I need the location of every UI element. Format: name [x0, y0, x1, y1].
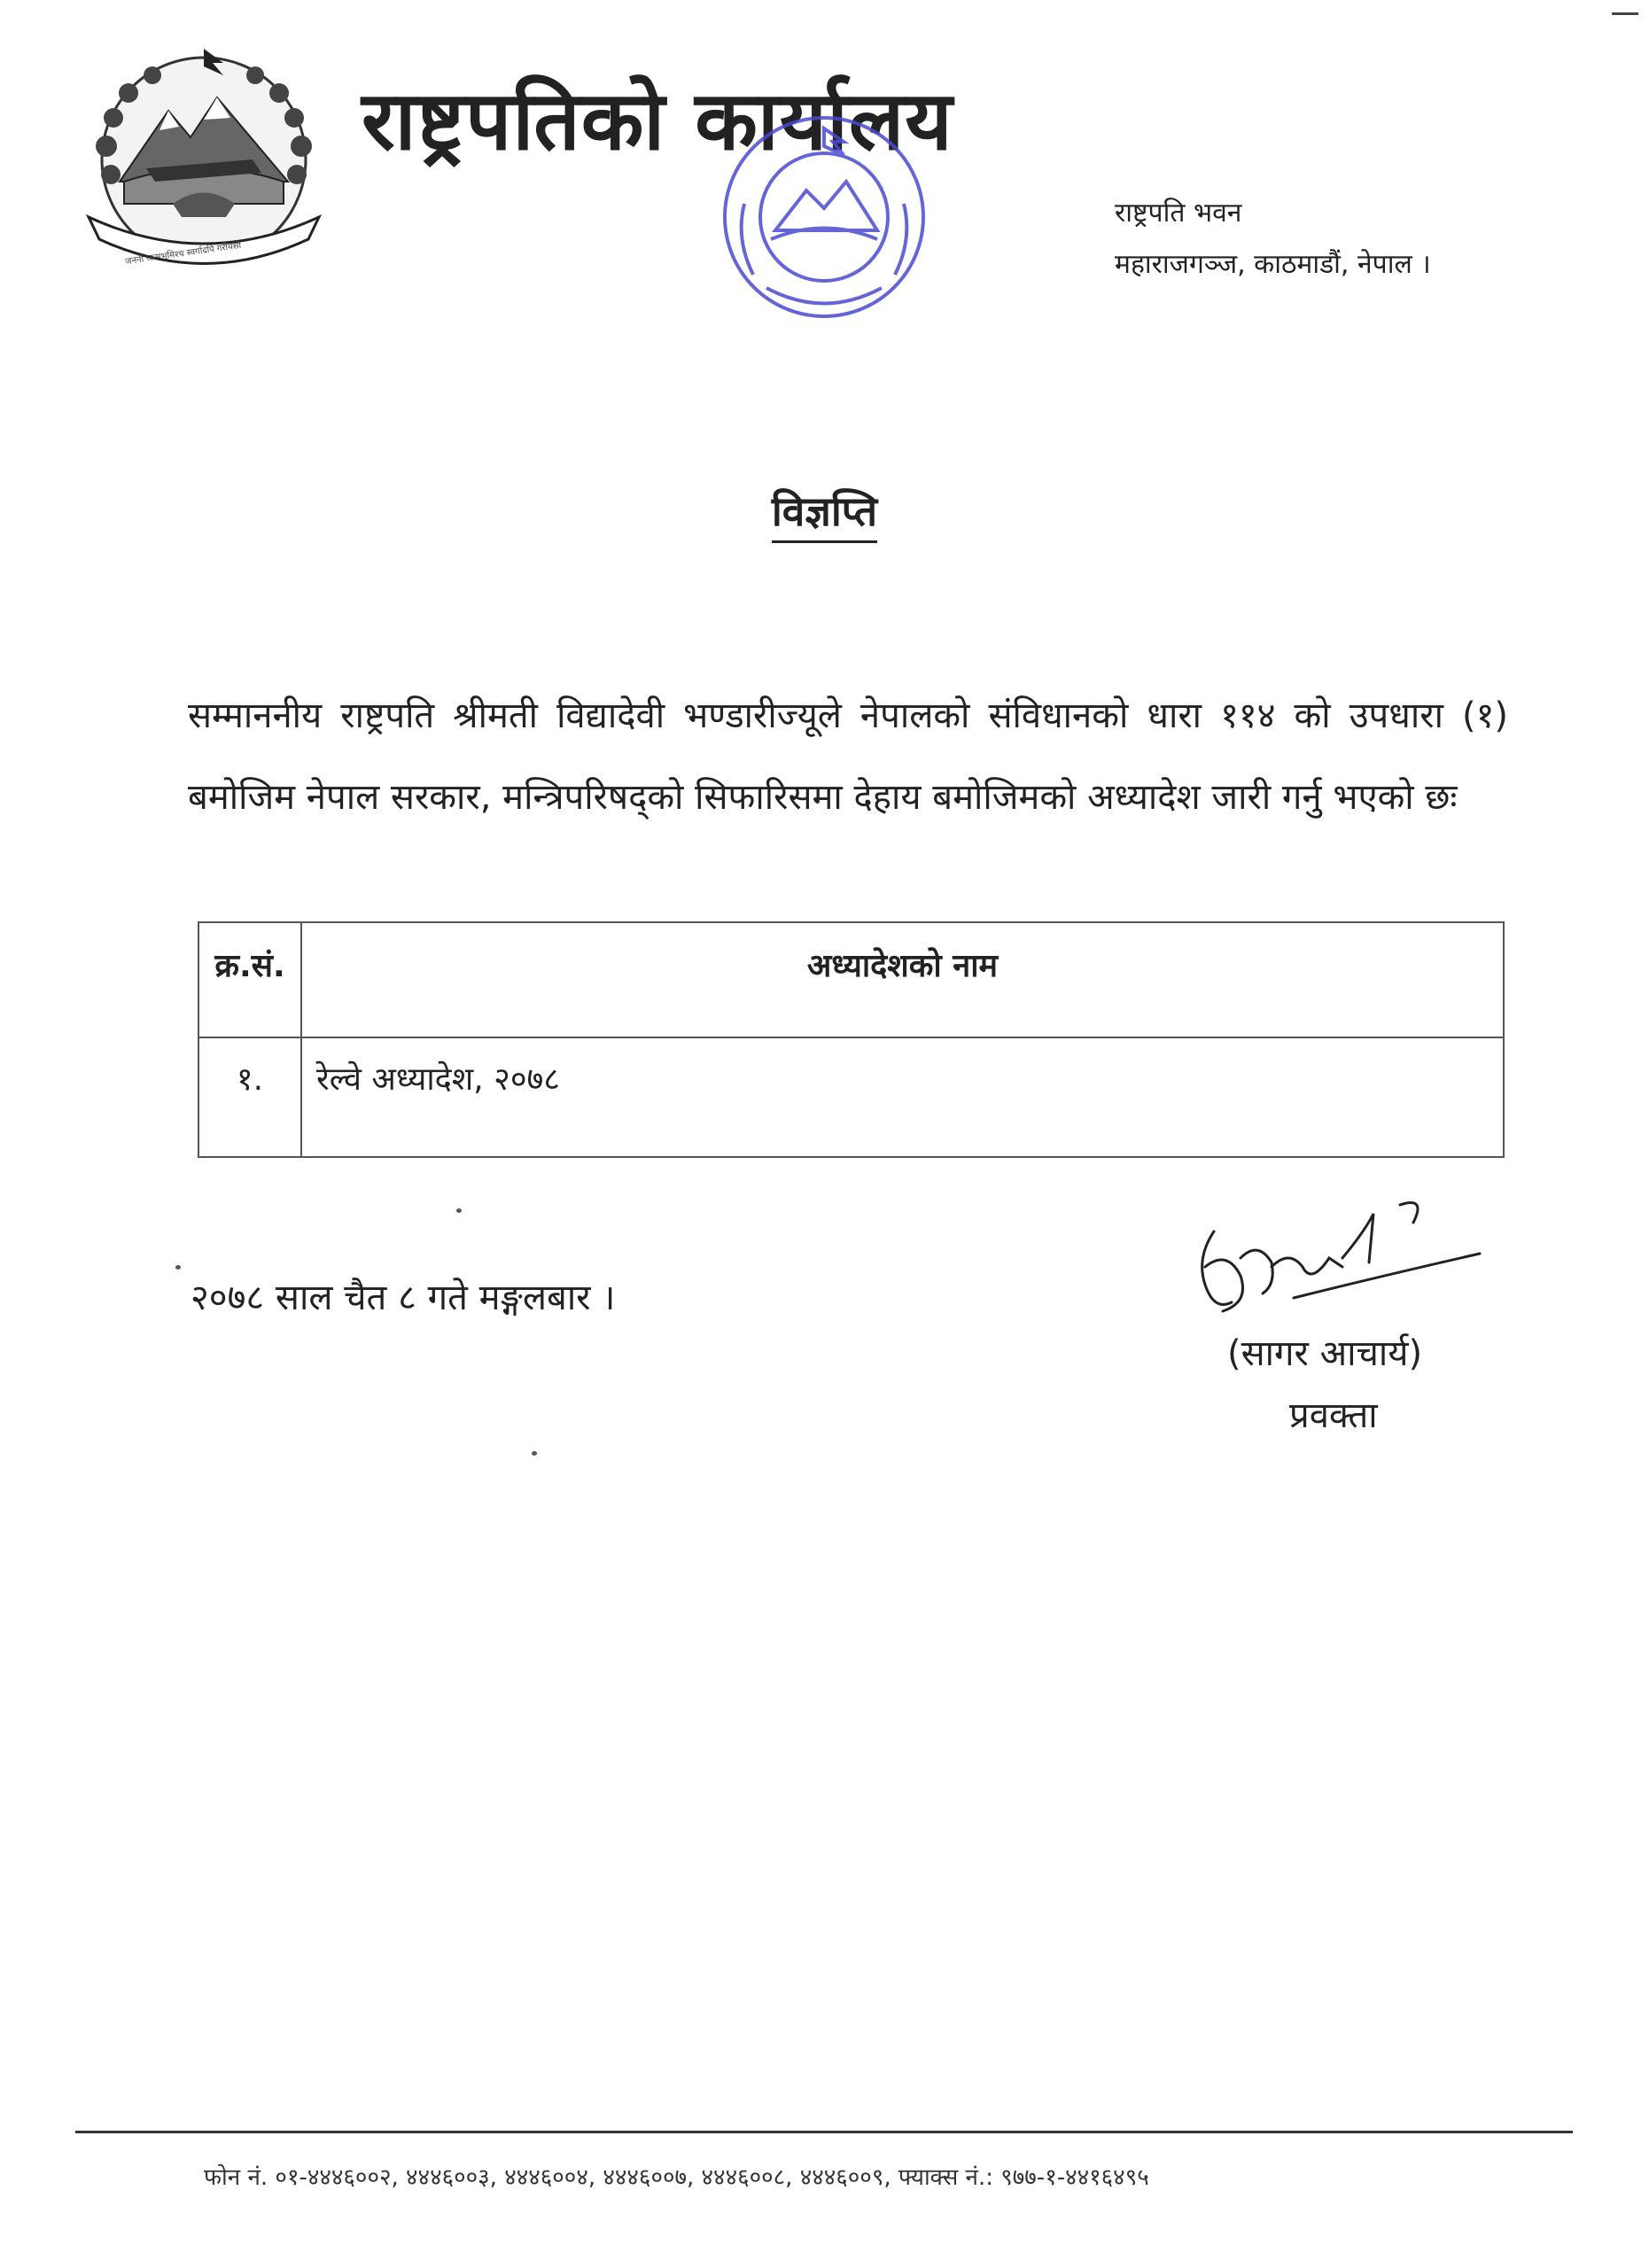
scan-speck [456, 1208, 462, 1213]
ordinance-table [198, 921, 1505, 1158]
office-address [1115, 188, 1431, 291]
table-row [198, 1037, 1504, 1157]
cell-serial-number: १. [198, 1037, 301, 1157]
office-title: राष्ट्रपतिको कार्यालय [362, 74, 953, 168]
footer-contact: फोन नं. ०१-४४४६००२, ४४४६००३, ४४४६००४, ४४४६००७, ४४४६००८, ४४४६००९, फ्याक्स नं.: ९७७-१-४४१६४९५ [204, 2164, 1149, 2191]
header-ordinance-name: अध्यादेशको नाम [301, 922, 1504, 1037]
header-serial-number: क्र.सं. [198, 922, 301, 1037]
signatory-name: (सागर आचार्य) [1227, 1333, 1423, 1374]
scan-speck [532, 1451, 537, 1456]
cell-ordinance-name: रेल्वे अध्यादेश, २०७८ [301, 1037, 1504, 1157]
emblem-motto: जननी जन्मभूमिश्च स्वर्गादपि गरीयसी [124, 240, 242, 268]
corner-mark [1612, 12, 1638, 15]
notice-title-text: विज्ञप्ति [772, 487, 877, 543]
notice-title [0, 483, 1649, 538]
scan-speck [175, 1265, 181, 1270]
signatory-role: प्रवक्ता [1289, 1395, 1378, 1436]
issue-date: २०७८ साल चैत ८ गते मङ्गलबार । [191, 1278, 616, 1318]
handwritten-signature-icon [1187, 1178, 1489, 1347]
office-seal-icon [691, 106, 957, 337]
address-line-1: राष्ट्रपति भवन [1115, 198, 1242, 229]
address-line-2: महाराजगञ्ज, काठमाडौं, नेपाल । [1115, 249, 1431, 280]
table-header-row [198, 922, 1504, 1037]
footer-rule [75, 2131, 1573, 2133]
notice-body: सम्माननीय राष्ट्रपति श्रीमती विद्यादेवी भण्डारीज्यूले नेपालको संविधानको धारा ११४ को उपधारा (१) बमोजिम नेपाल सरकार, मन्त्रिपरिषद्‌को सिफारिसमा देहाय बमोजिमको अध्यादेश जारी गर्नु भएको छः [188, 695, 1508, 818]
